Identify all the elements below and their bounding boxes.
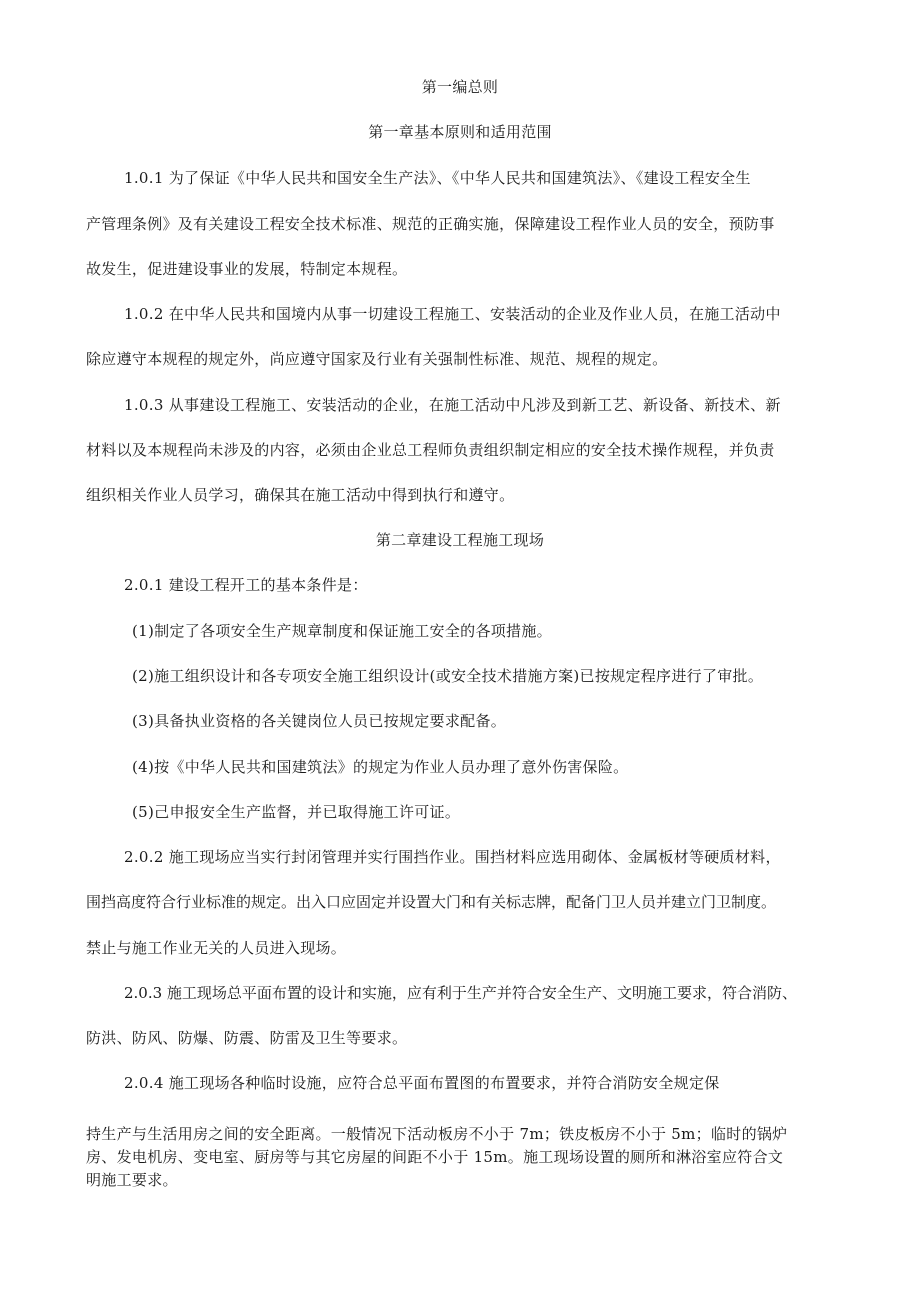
clause-1-0-1-line-3: 故发生，促进建设事业的发展，特制定本规程。: [86, 260, 408, 278]
condition-3: (3)具备执业资格的各关键岗位人员已按规定要求配备。: [132, 712, 507, 730]
clause-2-0-4-line-3: 房、发电机房、变电室、厨房等与其它房屋的间距不小于 15m。施工现场设置的厕所和淋浴室应符合文: [86, 1148, 784, 1166]
clause-2-0-4-line-1: 2.0.4 施工现场各种临时设施，应符合总平面布置图的布置要求，并符合消防安全规定保: [124, 1074, 720, 1092]
clause-1-0-1-line-2: 产管理条例》及有关建设工程安全技术标准、规范的正确实施，保障建设工程作业人员的安全，预防事: [86, 215, 775, 233]
clause-2-0-3-line-2: 防洪、防风、防爆、防震、防雷及卫生等要求。: [86, 1029, 408, 1047]
clause-1-0-1-line-1: 1.0.1 为了保证《中华人民共和国安全生产法》、《中华人民共和国建筑法》、《建设工程安全生: [124, 169, 751, 187]
condition-1: (1)制定了各项安全生产规章制度和保证施工安全的各项措施。: [132, 622, 552, 640]
volume-title: 第一编总则: [421, 78, 499, 96]
condition-4: (4)按《中华人民共和国建筑法》的规定为作业人员办理了意外伤害保险。: [132, 758, 629, 776]
clause-2-0-4-line-4: 明施工要求。: [86, 1171, 178, 1189]
clause-2-0-1: 2.0.1 建设工程开工的基本条件是：: [124, 576, 368, 594]
clause-2-0-3-line-1: 2.0.3 施工现场总平面布置的设计和实施，应有利于生产并符合安全生产、文明施工要求，符合消防、: [124, 984, 797, 1002]
chapter-2-title: 第二章建设工程施工现场: [375, 531, 545, 549]
clause-2-0-2-line-3: 禁止与施工作业无关的人员进入现场。: [86, 939, 347, 957]
clause-2-0-2-line-1: 2.0.2 施工现场应当实行封闭管理并实行围挡作业。围挡材料应选用砌体、金属板材等硬质材料，: [124, 848, 781, 866]
condition-5: (5)己申报安全生产监督，并已取得施工许可证。: [132, 803, 461, 821]
clause-1-0-3-line-2: 材料以及本规程尚未涉及的内容，必须由企业总工程师负责组织制定相应的安全技术操作规程，并负责: [86, 441, 775, 459]
clause-2-0-2-line-2: 围挡高度符合行业标准的规定。出入口应固定并设置大门和有关标志牌，配备门卫人员并建立门卫制度。: [86, 893, 777, 911]
clause-1-0-3-line-3: 组织相关作业人员学习，确保其在施工活动中得到执行和遵守。: [86, 486, 515, 504]
clause-1-0-3-line-1: 1.0.3 从事建设工程施工、安装活动的企业，在施工活动中凡涉及到新工艺、新设备、新技术、新: [124, 396, 781, 414]
chapter-1-title: 第一章基本原则和适用范围: [368, 123, 552, 141]
clause-1-0-2-line-1: 1.0.2 在中华人民共和国境内从事一切建设工程施工、安装活动的企业及作业人员，在施工活动中: [124, 305, 781, 323]
condition-2: (2)施工组织设计和各专项安全施工组织设计(或安全技术措施方案)已按规定程序进行了审批。: [132, 667, 764, 685]
clause-2-0-4-line-2: 持生产与生活用房之间的安全距离。一般情况下活动板房不小于 7m；铁皮板房不小于 5m；临时的锅炉: [86, 1125, 788, 1143]
clause-1-0-2-line-2: 除应遵守本规程的规定外，尚应遵守国家及行业有关强制性标准、规范、规程的规定。: [86, 350, 668, 368]
